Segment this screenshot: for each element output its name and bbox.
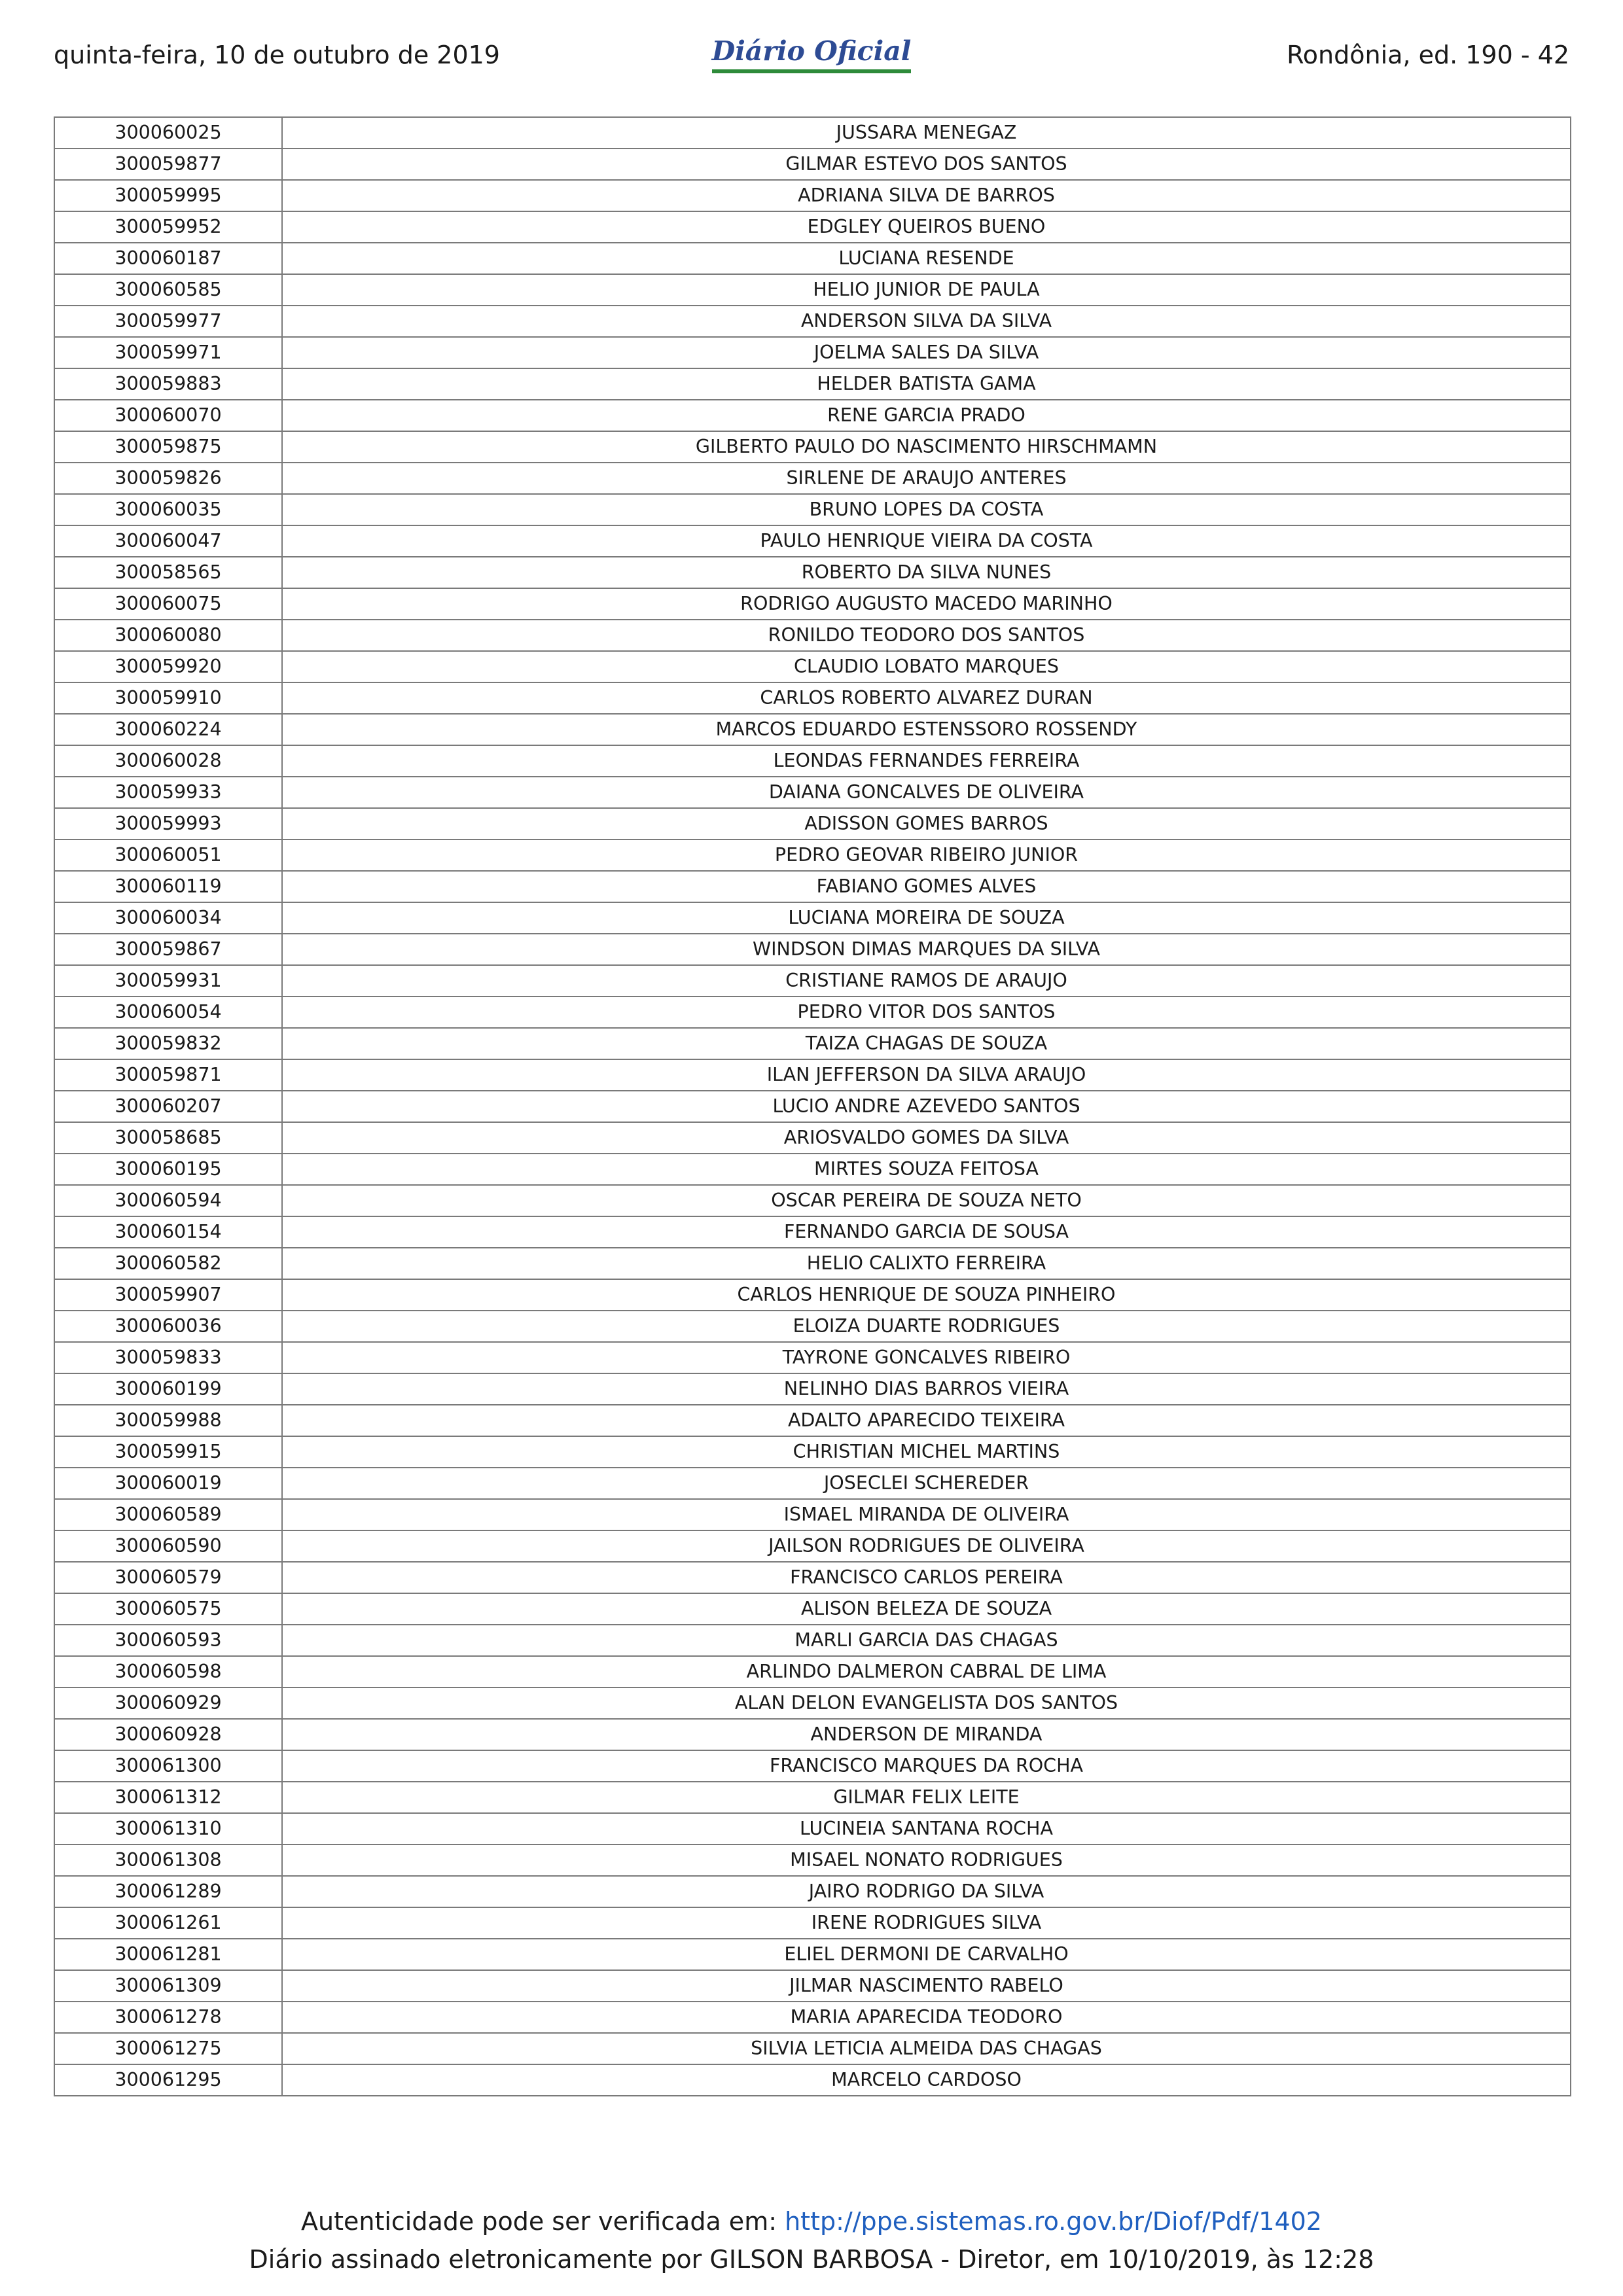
table-row [54,1091,1571,1122]
table-row [54,2002,1571,2033]
name-cell: CHRISTIAN MICHEL MARTINS [282,1436,1571,1468]
table-row [54,494,1571,525]
table-row [54,368,1571,400]
registration-number-cell: 300059988 [54,1405,282,1436]
table-row [54,902,1571,934]
table-row [54,965,1571,997]
table-row [54,1562,1571,1593]
registration-number-cell: 300059867 [54,934,282,965]
name-cell: HELIO CALIXTO FERREIRA [282,1248,1571,1279]
registration-number-cell: 300060028 [54,745,282,777]
name-cell: LUCIANA MOREIRA DE SOUZA [282,902,1571,934]
table-row [54,400,1571,431]
name-cell: CRISTIANE RAMOS DE ARAUJO [282,965,1571,997]
table-row [54,431,1571,463]
name-cell: ELIEL DERMONI DE CARVALHO [282,1939,1571,1970]
registration-number-cell: 300058565 [54,557,282,588]
table-row [54,1750,1571,1782]
table-row [54,117,1571,149]
registration-number-cell: 300059995 [54,180,282,211]
registration-number-cell: 300060598 [54,1656,282,1687]
name-cell: PAULO HENRIQUE VIEIRA DA COSTA [282,525,1571,557]
registration-number-cell: 300060047 [54,525,282,557]
registration-number-cell: 300059832 [54,1028,282,1059]
header-date: quinta-feira, 10 de outubro de 2019 [54,41,500,69]
registration-number-cell: 300060207 [54,1091,282,1122]
name-cell: MARCOS EDUARDO ESTENSSORO ROSSENDY [282,714,1571,745]
registration-number-cell: 300059907 [54,1279,282,1311]
table-row [54,149,1571,180]
name-cell: RONILDO TEODORO DOS SANTOS [282,620,1571,651]
table-row [54,1625,1571,1656]
registration-number-cell: 300059883 [54,368,282,400]
name-cell: MISAEL NONATO RODRIGUES [282,1845,1571,1876]
table-body [54,117,1571,2096]
registration-number-cell: 300059920 [54,651,282,682]
registration-number-cell: 300061308 [54,1845,282,1876]
table-row [54,1279,1571,1311]
registration-number-cell: 300061289 [54,1876,282,1907]
name-cell: WINDSON DIMAS MARQUES DA SILVA [282,934,1571,965]
name-cell: OSCAR PEREIRA DE SOUZA NETO [282,1185,1571,1216]
registration-number-cell: 300061278 [54,2002,282,2033]
registration-number-cell: 300060034 [54,902,282,934]
table-row [54,839,1571,871]
name-cell: BRUNO LOPES DA COSTA [282,494,1571,525]
table-row [54,1782,1571,1813]
table-row [54,588,1571,620]
name-cell: SILVIA LETICIA ALMEIDA DAS CHAGAS [282,2033,1571,2064]
name-cell: EDGLEY QUEIROS BUENO [282,211,1571,243]
name-cell: MARLI GARCIA DAS CHAGAS [282,1625,1571,1656]
registration-number-cell: 300059977 [54,306,282,337]
name-cell: FRANCISCO CARLOS PEREIRA [282,1562,1571,1593]
table-row [54,620,1571,651]
table-row [54,1656,1571,1687]
table-row [54,871,1571,902]
name-cell: HELIO JUNIOR DE PAULA [282,274,1571,306]
registration-number-cell: 300060195 [54,1154,282,1185]
table-row [54,1530,1571,1562]
table-row [54,1185,1571,1216]
name-cell: ELOIZA DUARTE RODRIGUES [282,1311,1571,1342]
name-cell: JUSSARA MENEGAZ [282,117,1571,149]
authenticity-line [0,2202,1623,2240]
registration-number-cell: 300060036 [54,1311,282,1342]
name-cell: ANDERSON SILVA DA SILVA [282,306,1571,337]
name-cell: JOSECLEI SCHEREDER [282,1468,1571,1499]
table-row [54,1907,1571,1939]
registration-number-cell: 300060224 [54,714,282,745]
registration-number-cell: 300060582 [54,1248,282,1279]
page-header [54,35,1569,94]
table-row [54,682,1571,714]
name-cell: JAIRO RODRIGO DA SILVA [282,1876,1571,1907]
registration-number-cell: 300060589 [54,1499,282,1530]
registration-number-cell: 300060080 [54,620,282,651]
table-row [54,808,1571,839]
registration-number-cell: 300059952 [54,211,282,243]
registration-number-cell: 300060019 [54,1468,282,1499]
registration-number-cell: 300061309 [54,1970,282,2002]
name-cell: FRANCISCO MARQUES DA ROCHA [282,1750,1571,1782]
table-row [54,1845,1571,1876]
table-row [54,997,1571,1028]
name-cell: ARIOSVALDO GOMES DA SILVA [282,1122,1571,1154]
table-row [54,1939,1571,1970]
name-cell: TAYRONE GONCALVES RIBEIRO [282,1342,1571,1373]
name-cell: JAILSON RODRIGUES DE OLIVEIRA [282,1530,1571,1562]
table-row [54,1248,1571,1279]
name-cell: PEDRO GEOVAR RIBEIRO JUNIOR [282,839,1571,871]
table-row [54,714,1571,745]
name-cell: FERNANDO GARCIA DE SOUSA [282,1216,1571,1248]
table-row [54,1876,1571,1907]
table-row [54,745,1571,777]
table-row [54,557,1571,588]
table-row [54,180,1571,211]
name-cell: HELDER BATISTA GAMA [282,368,1571,400]
name-cell: GILMAR FELIX LEITE [282,1782,1571,1813]
name-cell: MARIA APARECIDA TEODORO [282,2002,1571,2033]
table-row [54,243,1571,274]
registration-number-cell: 300059910 [54,682,282,714]
registration-number-cell: 300060585 [54,274,282,306]
authenticity-link[interactable]: http://ppe.sistemas.ro.gov.br/Diof/Pdf/1402 [785,2207,1322,2236]
registration-number-cell: 300060025 [54,117,282,149]
table-row [54,525,1571,557]
name-cell: JOELMA SALES DA SILVA [282,337,1571,368]
name-cell: GILBERTO PAULO DO NASCIMENTO HIRSCHMAMN [282,431,1571,463]
table-row [54,1687,1571,1719]
registration-number-cell: 300059931 [54,965,282,997]
name-cell: ANDERSON DE MIRANDA [282,1719,1571,1750]
registration-number-cell: 300060075 [54,588,282,620]
table-row [54,463,1571,494]
name-cell: CARLOS HENRIQUE DE SOUZA PINHEIRO [282,1279,1571,1311]
table-row [54,306,1571,337]
registration-number-cell: 300058685 [54,1122,282,1154]
name-cell: LUCINEIA SANTANA ROCHA [282,1813,1571,1845]
table-row [54,1593,1571,1625]
page-footer [0,2202,1623,2278]
name-cell: LUCIO ANDRE AZEVEDO SANTOS [282,1091,1571,1122]
registration-number-cell: 300059993 [54,808,282,839]
name-cell: MARCELO CARDOSO [282,2064,1571,2096]
name-cell: FABIANO GOMES ALVES [282,871,1571,902]
table-row [54,1813,1571,1845]
registration-number-cell: 300060119 [54,871,282,902]
table-row [54,1342,1571,1373]
diario-oficial-logo: Diário Oficial [712,35,912,73]
table-row [54,1122,1571,1154]
name-cell: IRENE RODRIGUES SILVA [282,1907,1571,1939]
table-row [54,1499,1571,1530]
table-row [54,934,1571,965]
registration-number-cell: 300060187 [54,243,282,274]
registration-number-cell: 300060575 [54,1593,282,1625]
table-row [54,1405,1571,1436]
registration-number-cell: 300061275 [54,2033,282,2064]
registration-number-cell: 300061281 [54,1939,282,1970]
registration-number-cell: 300060593 [54,1625,282,1656]
name-cell: MIRTES SOUZA FEITOSA [282,1154,1571,1185]
name-cell: GILMAR ESTEVO DOS SANTOS [282,149,1571,180]
registration-number-cell: 300060579 [54,1562,282,1593]
name-cell: CLAUDIO LOBATO MARQUES [282,651,1571,682]
name-cell: ADISSON GOMES BARROS [282,808,1571,839]
registration-table [54,116,1571,2096]
table-row [54,1216,1571,1248]
name-cell: LUCIANA RESENDE [282,243,1571,274]
name-cell: ROBERTO DA SILVA NUNES [282,557,1571,588]
table-row [54,1468,1571,1499]
table-row [54,2033,1571,2064]
name-cell: NELINHO DIAS BARROS VIEIRA [282,1373,1571,1405]
registration-number-cell: 300060590 [54,1530,282,1562]
name-cell: ADALTO APARECIDO TEIXEIRA [282,1405,1571,1436]
table-row [54,1719,1571,1750]
registration-number-cell: 300060928 [54,1719,282,1750]
table-row [54,211,1571,243]
name-cell: ALISON BELEZA DE SOUZA [282,1593,1571,1625]
registration-number-cell: 300061312 [54,1782,282,1813]
registration-number-cell: 300060199 [54,1373,282,1405]
registration-number-cell: 300060051 [54,839,282,871]
table-row [54,274,1571,306]
registration-number-cell: 300059877 [54,149,282,180]
registration-number-cell: 300059833 [54,1342,282,1373]
name-cell: ILAN JEFFERSON DA SILVA ARAUJO [282,1059,1571,1091]
signature-line: Diário assinado eletronicamente por GILSON BARBOSA - Diretor, em 10/10/2019, às 12:28 [249,2245,1374,2274]
header-edition: Rondônia, ed. 190 - 42 [1287,41,1569,69]
registration-number-cell: 300060035 [54,494,282,525]
registration-number-cell: 300059826 [54,463,282,494]
name-cell: ADRIANA SILVA DE BARROS [282,180,1571,211]
table-row [54,1373,1571,1405]
registration-number-cell: 300060054 [54,997,282,1028]
table-row [54,337,1571,368]
registration-number-cell: 300060929 [54,1687,282,1719]
name-cell: ALAN DELON EVANGELISTA DOS SANTOS [282,1687,1571,1719]
name-cell: JILMAR NASCIMENTO RABELO [282,1970,1571,2002]
registration-number-cell: 300061261 [54,1907,282,1939]
registration-number-cell: 300060154 [54,1216,282,1248]
name-cell: DAIANA GONCALVES DE OLIVEIRA [282,777,1571,808]
registration-number-cell: 300061300 [54,1750,282,1782]
name-cell: SIRLENE DE ARAUJO ANTERES [282,463,1571,494]
registration-number-cell: 300059875 [54,431,282,463]
name-cell: ISMAEL MIRANDA DE OLIVEIRA [282,1499,1571,1530]
table-row [54,1028,1571,1059]
registration-number-cell: 300061295 [54,2064,282,2096]
name-cell: PEDRO VITOR DOS SANTOS [282,997,1571,1028]
name-cell: LEONDAS FERNANDES FERREIRA [282,745,1571,777]
table-row [54,1436,1571,1468]
table-row [54,2064,1571,2096]
registration-number-cell: 300059915 [54,1436,282,1468]
table-row [54,777,1571,808]
authenticity-text: Autenticidade pode ser verificada em: [301,2207,785,2236]
table-row [54,651,1571,682]
name-cell: RENE GARCIA PRADO [282,400,1571,431]
registration-number-cell: 300059971 [54,337,282,368]
registration-number-cell: 300059933 [54,777,282,808]
name-cell: ARLINDO DALMERON CABRAL DE LIMA [282,1656,1571,1687]
registration-number-cell: 300060070 [54,400,282,431]
registration-number-cell: 300061310 [54,1813,282,1845]
registration-number-cell: 300059871 [54,1059,282,1091]
name-cell: TAIZA CHAGAS DE SOUZA [282,1028,1571,1059]
name-cell: RODRIGO AUGUSTO MACEDO MARINHO [282,588,1571,620]
registration-number-cell: 300060594 [54,1185,282,1216]
name-cell: CARLOS ROBERTO ALVAREZ DURAN [282,682,1571,714]
table-row [54,1970,1571,2002]
table-row [54,1311,1571,1342]
table-row [54,1059,1571,1091]
table-row [54,1154,1571,1185]
